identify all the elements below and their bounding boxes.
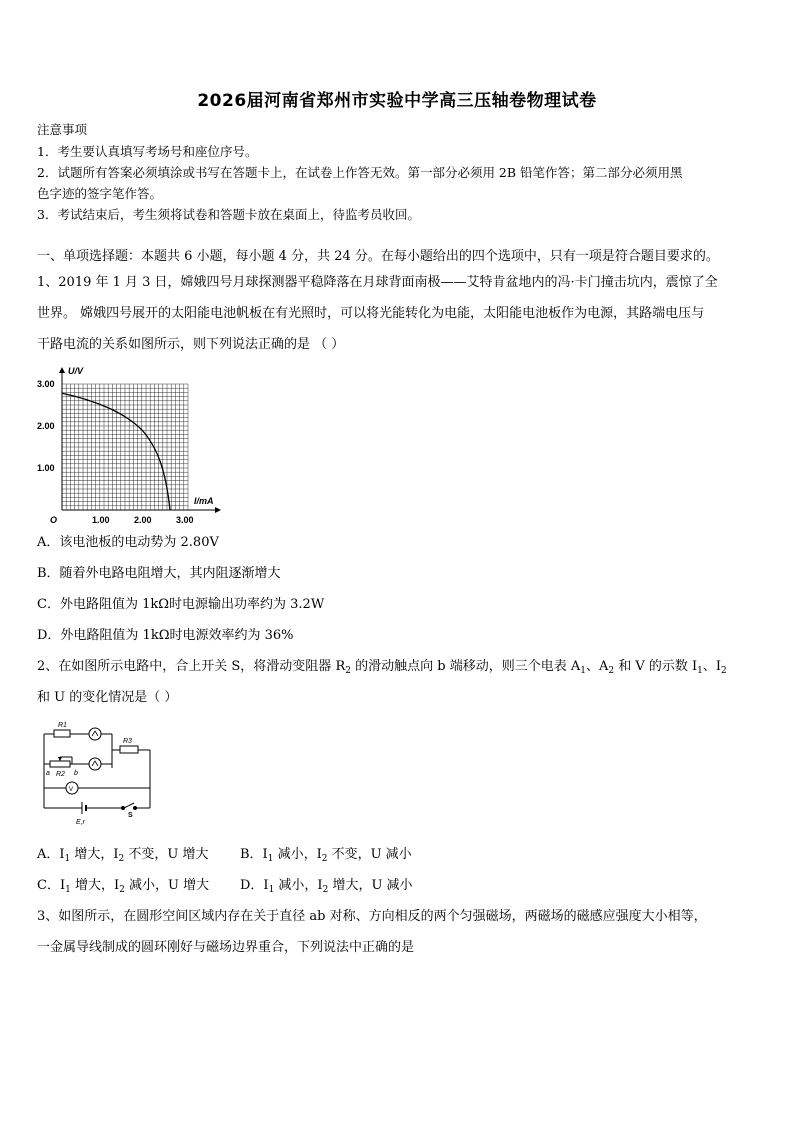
- notice-item-3: 3．考试结束后，考生须将试卷和答题卡放在桌面上，待监考员收回。: [37, 207, 420, 222]
- q1-option-c: C．外电路阻值为 1kΩ时电源输出功率约为 3.2W: [37, 597, 325, 612]
- notice-item-2: 2．试题所有答案必须填涂或书写在答题卡上，在试卷上作答无效。第一部分必须用 2B 铅笔作答；第二部分必须用黑: [37, 165, 683, 180]
- x-tick-200: 2.00: [134, 515, 152, 525]
- origin-label: O: [50, 515, 58, 525]
- x-tick-300: 3.00: [176, 515, 194, 525]
- label-b: b: [74, 770, 78, 777]
- y-tick-300: 3.00: [37, 379, 55, 389]
- label-source: E,r: [76, 819, 85, 826]
- exam-title: 2026届河南省郑州市实验中学高三压轴卷物理试卷: [197, 91, 597, 111]
- q1-stem-line-1: 1、2019 年 1 月 3 日，嫦娥四号月球探测器平稳降落在月球背面南极——艾特肯盆地内的冯·卡门撞击坑内，震惊了全: [37, 275, 718, 290]
- q2-option-d: D．$I_1$ 减小，$I_2$ 增大，U 减小: [240, 878, 413, 895]
- q2-stem-line-1: 2、在如图所示电路中，合上开关 S，将滑动变阻器 $R_2$ 的滑动触点向 b 端移动，则三个电表 $A_1$、$A_2$ 和 V 的示数 $I_1$、$I_2$: [37, 659, 727, 676]
- q1-option-a: A．该电池板的电动势为 2.80V: [37, 535, 219, 550]
- q1-stem-line-3: 干路电流的关系如图所示，则下列说法正确的是 （ ）: [37, 337, 345, 352]
- label-voltmeter: V: [69, 787, 74, 793]
- q3-stem-line-1: 3、如图所示，在圆形空间区域内存在关于直径 ab 对称、方向相反的两个匀强磁场，两磁场的磁感应强度大小相等，: [37, 909, 707, 924]
- x-axis-label: I/mA: [194, 496, 214, 506]
- q1-ui-graph: [34, 362, 234, 536]
- label-r1: R1: [58, 722, 67, 729]
- q1-option-b: B．随着外电路电阻增大，其内阻逐渐增大: [37, 566, 281, 581]
- graph-grid: [62, 384, 188, 510]
- q2-option-b: B．$I_1$ 减小，$I_2$ 不变，U 减小: [240, 847, 412, 864]
- q3-stem-line-2: 一金属导线制成的圆环刚好与磁场边界重合，下列说法中正确的是: [37, 940, 415, 955]
- q2-stem-line-2: 和 U 的变化情况是（ ）: [37, 690, 178, 705]
- notice-item-1: 1．考生要认真填写考场号和座位序号。: [37, 144, 258, 159]
- circuit-labels: [46, 722, 133, 826]
- circuit-arrows: [58, 757, 62, 761]
- label-switch: S: [128, 812, 133, 819]
- label-r3: R3: [123, 738, 132, 745]
- q1-option-d: D．外电路阻值为 1kΩ时电源效率约为 36%: [37, 628, 294, 643]
- section-heading: 一、单项选择题：本题共 6 小题，每小题 4 分，共 24 分。在每小题给出的四个选项中，只有一项是符合题目要求的。: [37, 249, 719, 264]
- label-r2: R2: [56, 771, 65, 778]
- q2-circuit-diagram: [38, 716, 163, 832]
- y-axis-label: U/V: [68, 366, 84, 376]
- x-tick-100: 1.00: [92, 515, 110, 525]
- q2-option-a: A．$I_1$ 增大，$I_2$ 不变，U 增大: [37, 847, 209, 864]
- y-tick-100: 1.00: [37, 463, 55, 473]
- notice-heading: 注意事项: [37, 122, 88, 137]
- u-i-curve: [62, 393, 170, 510]
- q2-option-c: C．$I_1$ 增大，$I_2$ 减小，U 增大: [37, 878, 210, 895]
- q1-stem-line-2: 世界。 嫦娥四号展开的太阳能电池帆板在有光照时，可以将光能转化为电能，太阳能电池板作为电源，其路端电压与: [37, 306, 705, 321]
- notice-item-2-cont: 色字迹的签字笔作答。: [37, 186, 163, 201]
- y-tick-200: 2.00: [37, 421, 55, 431]
- label-a: a: [46, 770, 50, 777]
